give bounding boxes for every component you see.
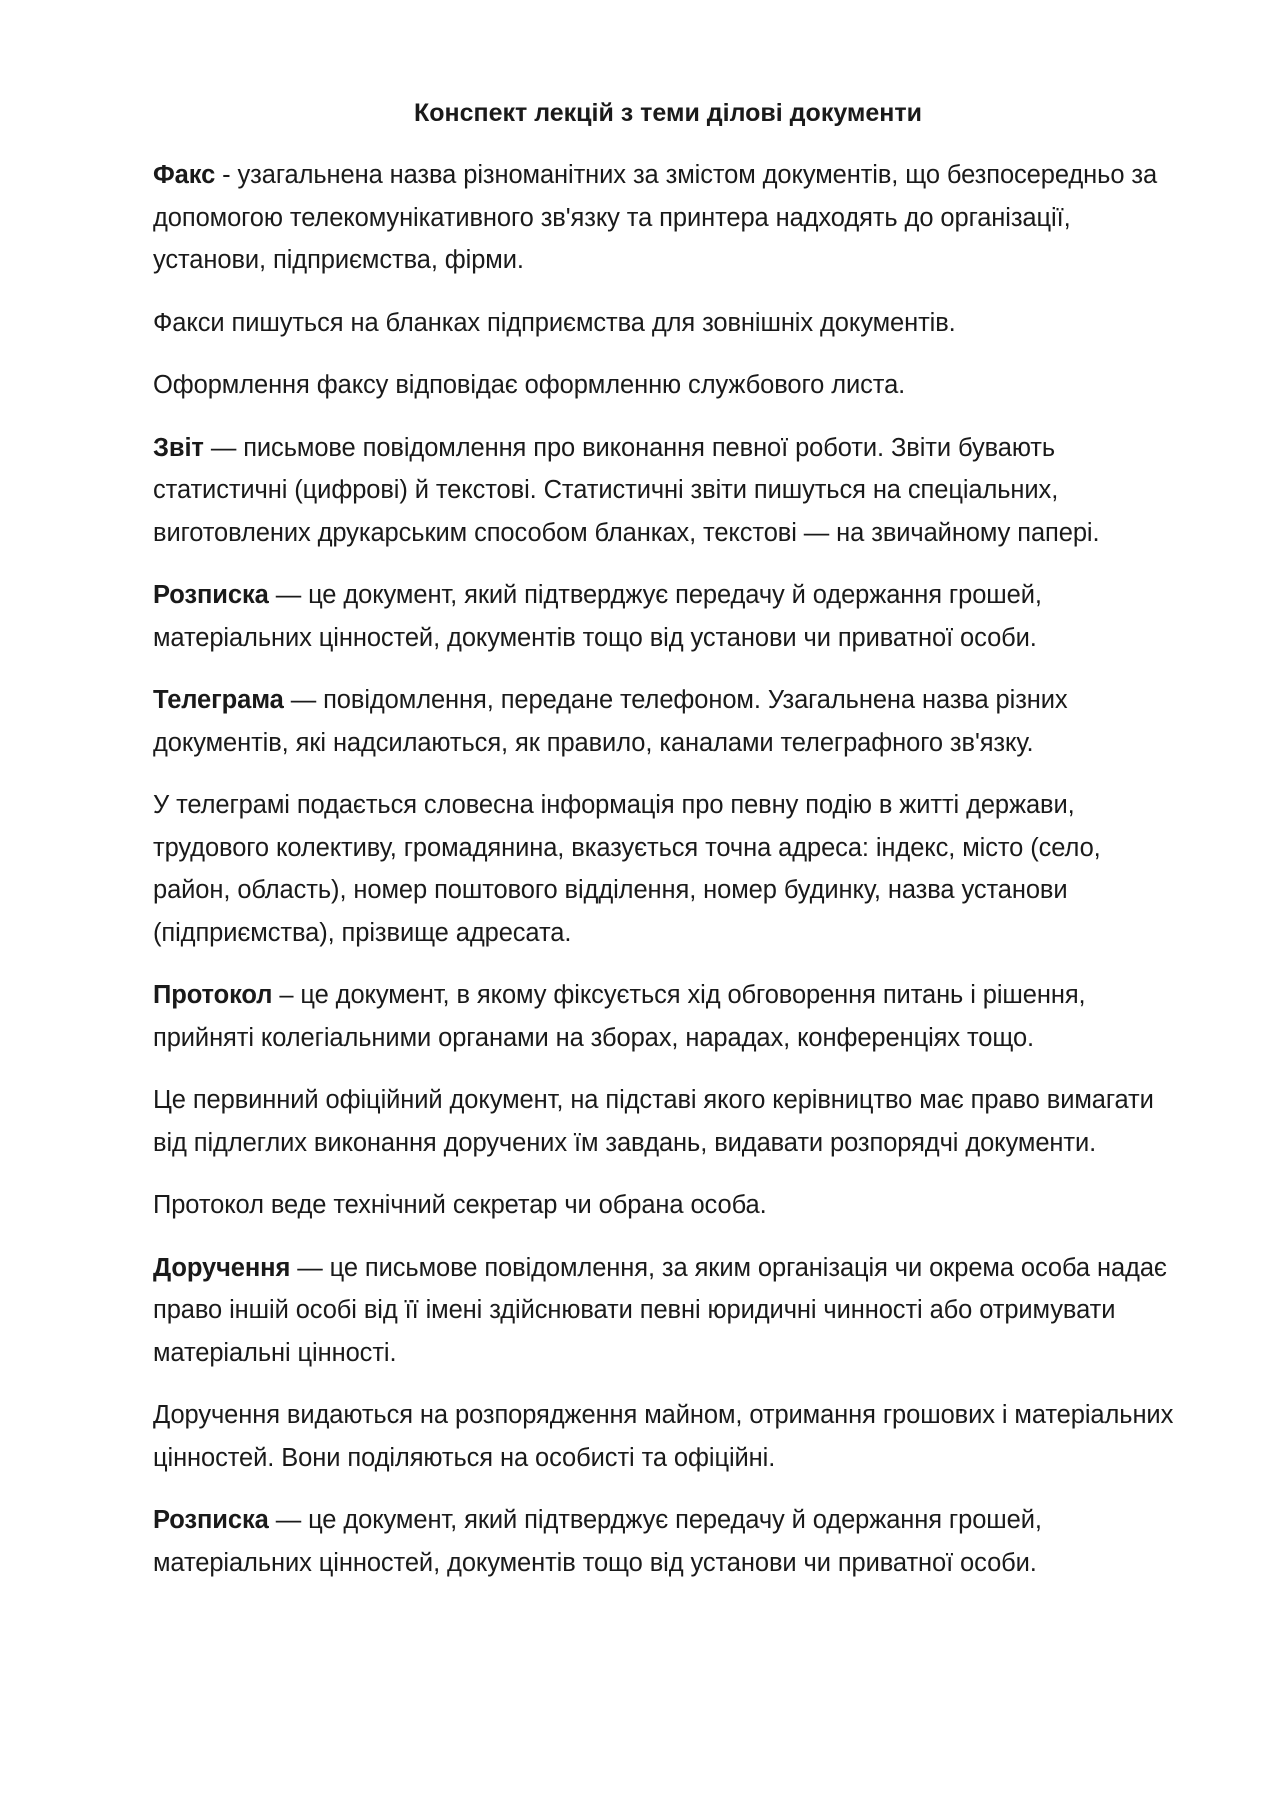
paragraph-power-of-attorney-types [153,1394,1183,1479]
paragraph-text: Факси пишуться на бланках підприємства для зовнішніх документів. [153,308,956,337]
term-label: Протокол [153,981,273,1009]
term-label: Телеграма [153,686,284,714]
paragraph-fax-format [153,364,1183,407]
term-label: Розписка [153,1506,269,1534]
term-label: Звіт [153,433,204,462]
paragraph-telegram-content [153,784,1183,954]
paragraph-receipt [153,574,1183,659]
paragraph-text: – це документ, в якому фіксується хід обговорення питань і рішення, прийняті колегіальними органами на зборах, нарадах, конференціях тощо. [153,981,1086,1052]
paragraph-telegram [153,679,1183,764]
paragraph-protocol-purpose [153,1079,1183,1164]
paragraph-text: Протокол веде технічний секретар чи обрана особа. [153,1191,767,1219]
paragraph-report [153,427,1183,555]
page-title: Конспект лекцій з теми ділові документи [413,99,923,127]
paragraph-text: — це письмове повідомлення, за яким організація чи окрема особа надає право іншій особі від її імені здійснювати певні юридичні чинності або отримувати матеріальні цінності. [153,1253,1167,1367]
paragraph-power-of-attorney [153,1247,1183,1375]
term-label: Факс [153,161,216,189]
paragraph-text: Це первинний офіційний документ, на підставі якого керівництво має право вимагати від підлеглих виконання доручених їм завдань, видавати розпорядчі документи. [153,1086,1154,1157]
paragraph-fax [153,154,1183,282]
paragraph-text: Доручення видаються на розпорядження майном, отримання грошових і матеріальних цінностей. Вони поділяються на особисті та офіційні. [153,1401,1174,1472]
paragraph-fax-blanks [153,302,1183,345]
paragraph-text: Оформлення факсу відповідає оформленню службового листа. [153,371,906,399]
paragraph-text: — це документ, який підтверджує передачу й одержання грошей, матеріальних цінностей, документів тощо від установи чи приватної особи. [153,581,1042,652]
term-label: Розписка [153,581,269,609]
paragraph-text: — письмове повідомлення про виконання певної роботи. Звіти бувають статистичні (цифрові) й текстові. Статистичні звіти пишуться на спеціальних, виготовлених друкарським способом бланках, текстові — на звичайному папері. [153,433,1100,547]
paragraph-text: — повідомлення, передане телефоном. Узагальнена назва різних документів, які надсилаються, як правило, каналами телеграфного зв'язку. [153,686,1068,757]
document-body [153,92,1183,1604]
paragraph-receipt-repeat [153,1499,1183,1584]
paragraph-text: — це документ, який підтверджує передачу й одержання грошей, матеріальних цінностей, документів тощо від установи чи приватної особи. [153,1506,1042,1577]
paragraph-protocol [153,974,1183,1059]
paragraph-protocol-secretary [153,1184,1183,1227]
paragraph-text: У телеграмі подається словесна інформація про певну подію в житті держави, трудового колективу, громадянина, вказується точна адреса: індекс, місто (село, район, область), номер поштового відділення, номер будинку, назва установи (підприємства), прізвище адресата. [153,791,1101,947]
term-label: Доручення [153,1253,291,1282]
paragraph-text: - узагальнена назва різноманітних за змістом документів, що безпосередньо за допомогою телекомунікативного зв'язку та принтера надходять до організації, установи, підприємства, фірми. [153,161,1158,274]
